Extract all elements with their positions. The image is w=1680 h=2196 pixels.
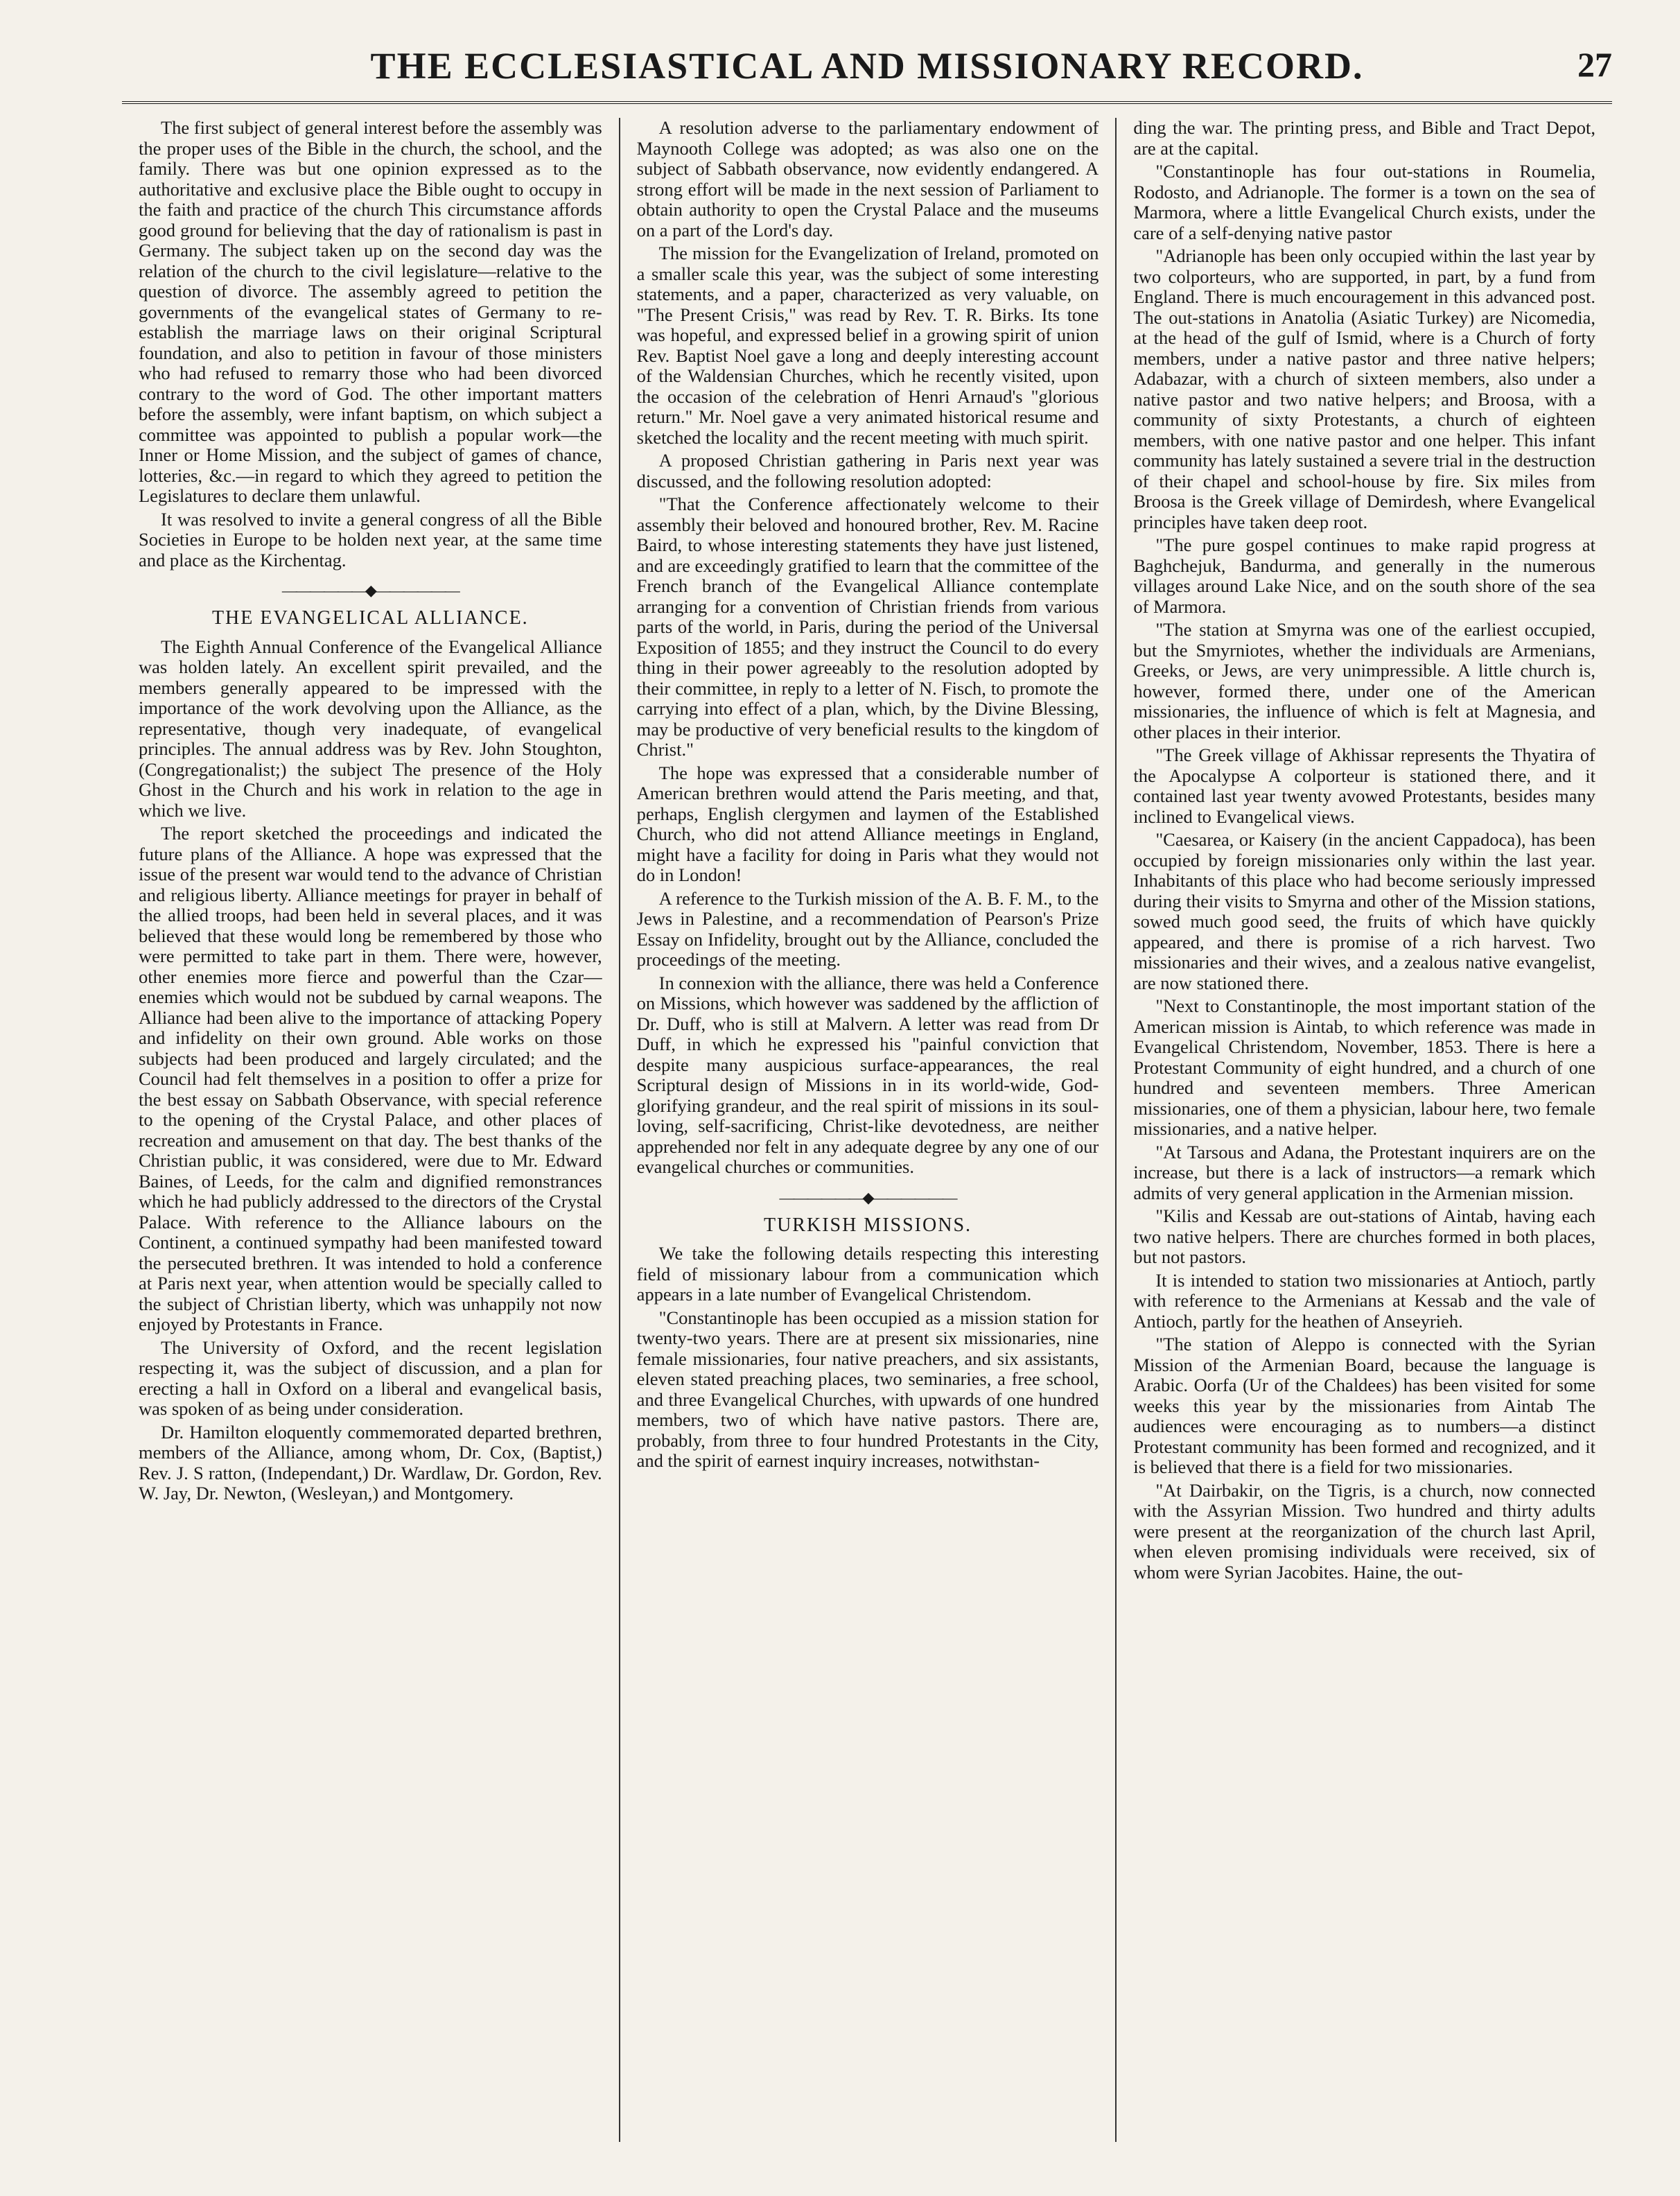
paragraph: "Caesarea, or Kaisery (in the ancient Cappadoca), has been occupied by foreign missionaries only within the last year. Inhabitants of this place who had become seriously impressed during their visits to Smyrna and other of the Mission stations, sowed much good seed, the fruits of which have quickly appeared, and there is promise of a rich harvest. Two missionaries and their wives, and a zealous native evangelist, are now stationed there. — [1133, 829, 1595, 993]
section-title-turkish-missions: TURKISH MISSIONS. — [763, 1214, 972, 1236]
section-title-evangelical-alliance: THE EVANGELICAL ALLIANCE. — [211, 607, 529, 629]
text-columns — [122, 118, 1612, 2142]
paragraph: "Constantinople has been occupied as a mission station for twenty-two years. There are at present six missionaries, nine female missionaries, four native preachers, and six assistants, eleven stated preaching places, two seminaries, a free school, and three Evangelical Churches, with upwards of one hundred members, two of which have native pastors. There are, probably, from three to four hundred Protestants in the City, and the spirit of earnest inquiry increases, notwithstan- — [636, 1307, 1099, 1471]
paragraph: The mission for the Evangelization of Ireland, promoted on a smaller scale this year, was the subject of some interesting statements, and a paper, characterized as very valuable, on "The Present Crisis," was read by Rev. T. R. Birks. Its tone was hopeful, and expressed belief in a growing spirit of union Rev. Baptist Noel gave a long and deeply interesting account of the Waldensian Churches, which he recently visited, upon the occasion of the celebration of Henri Arnaud's "glorious return." Mr. Noel gave a very animated historical resume and sketched the locality and the recent meeting with much spirit. — [636, 243, 1099, 448]
paragraph: "The pure gospel continues to make rapid progress at Baghchejuk, Bandurma, and generally in the numerous villages around Lake Nice, and on the south shore of the sea of Marmora. — [1133, 534, 1595, 617]
paragraph: "At Tarsous and Adana, the Protestant inquirers are on the increase, but there is a lack of instructors—a remark which admits of very general application in the Armenian mission. — [1133, 1141, 1595, 1203]
paragraph: We take the following details respecting this interesting field of missionary labour from a communication which appears in a late number of Evangelical Christendom. — [636, 1243, 1099, 1305]
paragraph: The report sketched the proceedings and indicated the future plans of the Alliance. A hope was expressed that the issue of the present war would tend to the advance of Christian and religious liberty. Alliance meetings for prayer in behalf of the allied troops, had been held in several places, and it was believed that these would long be remembered by those who were permitted to take part in them. There were, however, other enemies more fierce and powerful than the Czar—enemies which would not be subdued by carnal weapons. The Alliance had been alive to the importance of attacking Popery and infidelity on their own ground. Able works on those subjects had been produced and largely circulated; and the Council had felt themselves in a position to offer a prize for the best essay on Sabbath Observance, with special reference to the opening of the Crystal Palace, and other places of recreation and amusement on that day. The best thanks of the Christian public, it was considered, were due to Mr. Edward Baines, of Leeds, for the calm and dignified remonstrances which he had publicly addressed to the directors of the Crystal Palace. With reference to the Alliance labours on the Continent, a continued sympathy had been manifested toward the persecuted brethren. It was intended to hold a conference at Paris next year, when attention would be specially called to the subject of Christian liberty, which was unhappily not now enjoyed by Protestants in France. — [139, 823, 602, 1334]
column-1 — [122, 118, 619, 2142]
paragraph: It is intended to station two missionaries at Antioch, partly with reference to the Armenians at Kessab and the vale of Antioch, partly for the heathen of Anseyrieh. — [1133, 1269, 1595, 1332]
paragraph: The first subject of general interest before the assembly was the proper uses of the Bible in the church, the school, and the family. There was but one opinion expressed as to the authoritative and exclusive place the Bible ought to occupy in the faith and practice of the church This circumstance affords good ground for believing that the day of rationalism is past in Germany. The subject taken up on the second day was the relation of the church to the civil legislature—relative to the question of divorce. The assembly agreed to petition the governments of the evangelical states of Germany to re-establish the marriage laws on their original Scriptural foundation, and also to petition in favour of those ministers who had refused to remarry those who had been divorced contrary to the word of God. The other important matters before the assembly, were infant baptism, on which subject a committee was appointed to publish a popular work—the Inner or Home Mission, and the subject of games of chance, lotteries, &c.—in regard to which they agreed to petition the Legislatures to declare them unlawful. — [139, 118, 602, 506]
column-3 — [1115, 118, 1612, 2142]
paragraph: ding the war. The printing press, and Bible and Tract Depot, are at the capital. — [1133, 118, 1595, 159]
section-divider-ornament — [637, 1190, 1099, 1205]
section-divider-ornament — [139, 583, 602, 598]
paragraph: "The station of Aleppo is connected with the Syrian Mission of the Armenian Board, because the language is Arabic. Oorfa (Ur of the Chaldees) has been visited for some weeks this year by the missionaries from Aintab The audiences were encouraging as to numbers—a distinct Protestant community has been formed and recognized, and it is believed that there is a field for two missionaries. — [1133, 1334, 1595, 1477]
header-rule — [122, 101, 1612, 108]
paragraph: "The station at Smyrna was one of the earliest occupied, but the Smyrniotes, whether the individuals are Armenians, Greeks, or Jews, are very unimpressible. A little church is, however, formed there, under one of the American missionaries, the influence of which is felt at Magnesia, and other places in their interior. — [1133, 619, 1595, 742]
running-head: THE ECCLESIASTICAL AND MISSIONARY RECORD. — [370, 45, 1364, 87]
paragraph: "Constantinople has four out-stations in Roumelia, Rodosto, and Adrianople. The former is a town on the sea of Marmora, where a little Evangelical Church exists, under the care of a self-denying native pastor — [1133, 161, 1595, 243]
page — [122, 28, 1612, 2163]
paragraph: "Kilis and Kessab are out-stations of Aintab, having each two native helpers. There are churches formed in both places, but not pastors. — [1133, 1205, 1595, 1267]
paragraph: A reference to the Turkish mission of the A. B. F. M., to the Jews in Palestine, and a recommendation of Pearson's Prize Essay on Infidelity, brought out by the Alliance, concluded the proceedings of the meeting. — [636, 887, 1099, 970]
paragraph: "Adrianople has been only occupied within the last year by two colporteurs, who are supported, in part, by a fund from England. There is much encouragement in this advanced post. The out-stations in Anatolia (Asiatic Turkey) are Nicomedia, at the head of the gulf of Ismid, where is a Church of forty members, under a native pastor and three native helpers; Adabazar, with a church of sixteen members, also under a native pastor and two native helpers; and Broosa, with a community of sixty Protestants, a church of eighteen members, with one native pastor and one helper. This infant community has lately sustained a severe trial in the destruction of their chapel and school-house by fire. Six miles from Broosa is the Greek village of Demirdesh, where Evangelical principles have taken deep root. — [1133, 245, 1595, 532]
paragraph: "Next to Constantinople, the most important station of the American mission is Aintab, to which reference was made in Evangelical Christendom, November, 1853. There is here a Protestant Community of eight hundred, and a church of one hundred and seventeen members. Three American missionaries, one of them a physician, labour here, two female missionaries, and a native helper. — [1133, 995, 1595, 1139]
paragraph: The Eighth Annual Conference of the Evangelical Alliance was holden lately. An excellent spirit prevailed, and the members generally appeared to be impressed with the importance of the work devolving upon the Alliance, as the representative, though very inadequate, of evangelical principles. The annual address was by Rev. John Stoughton, (Congregationalist;) the subject The presence of the Holy Ghost in the Church and his work in relation to the age in which we live. — [139, 636, 602, 821]
paragraph: A resolution adverse to the parliamentary endowment of Maynooth College was adopted; as was also one on the subject of Sabbath observance, now evidently endangered. A strong effort will be made in the next session of Parliament to obtain authority to open the Crystal Palace and the museums on a part of the Lord's day. — [636, 118, 1099, 241]
paragraph: "The Greek village of Akhissar represents the Thyatira of the Apocalypse A colporteur is stationed there, and it contained last year twenty avowed Protestants, besides many inclined to Evangelical views. — [1133, 744, 1595, 827]
paragraph: The hope was expressed that a considerable number of American brethren would attend the Paris meeting, and that, perhaps, English clergymen and laymen of the Established Church, who did not attend Alliance meetings in England, might have a facility for doing in Paris what they would not do in London! — [636, 762, 1099, 885]
paragraph: "At Dairbakir, on the Tigris, is a church, now connected with the Assyrian Mission. Two hundred and thirty adults were present at the reorganization of the church last April, when eleven promising individuals were received, six of whom were Syrian Jacobites. Haine, the out- — [1133, 1479, 1595, 1583]
column-2 — [619, 118, 1116, 2142]
page-number: 27 — [1577, 45, 1612, 84]
paragraph: In connexion with the alliance, there was held a Conference on Missions, which however was saddened by the affliction of Dr. Duff, who is still at Malvern. A letter was read from Dr Duff, in which he expressed his "painful conviction that despite many auspicious surface-appearances, the real Scriptural design of Missions in in its world-wide, God-glorifying grandeur, and the real spirit of missions in its soul-loving, self-sacrificing, Christ-like devotedness, are neither apprehended nor felt in any adequate degree by any one of our evangelical churches or communities. — [636, 972, 1099, 1177]
paragraph: It was resolved to invite a general congress of all the Bible Societies in Europe to be holden next year, at the same time and place as the Kirchentag. — [139, 508, 602, 570]
paragraph: "That the Conference affectionately welcome to their assembly their beloved and honoured brother, Rev. M. Racine Baird, to whose interesting statements they have just listened, and are exceedingly gratified to learn that the committee of the French branch of the Evangelical Alliance contemplate arranging for a convention of Christian friends from various parts of the world, in Paris, during the period of the Universal Exposition of 1855; and they instruct the Council to do every thing in their power agreeably to the resolution adopted by their committee, in reply to a letter of N. Fisch, to promote the carrying into effect of a plan, which, by the Divine Blessing, may be productive of very beneficial results to the kingdom of Christ." — [636, 494, 1099, 760]
paragraph: Dr. Hamilton eloquently commemorated departed brethren, members of the Alliance, among whom, Dr. Cox, (Baptist,) Rev. J. S ratton, (Independant,) Dr. Wardlaw, Dr. Gordon, Rev. W. Jay, Dr. Newton, (Wesleyan,) and Montgomery. — [139, 1421, 602, 1504]
paragraph: The University of Oxford, and the recent legislation respecting it, was the subject of discussion, and a plan for erecting a hall in Oxford on a liberal and evangelical basis, was spoken of as being under consideration. — [139, 1336, 602, 1419]
paragraph: A proposed Christian gathering in Paris next year was discussed, and the following resolution adopted: — [636, 450, 1099, 491]
page-header — [122, 28, 1612, 97]
